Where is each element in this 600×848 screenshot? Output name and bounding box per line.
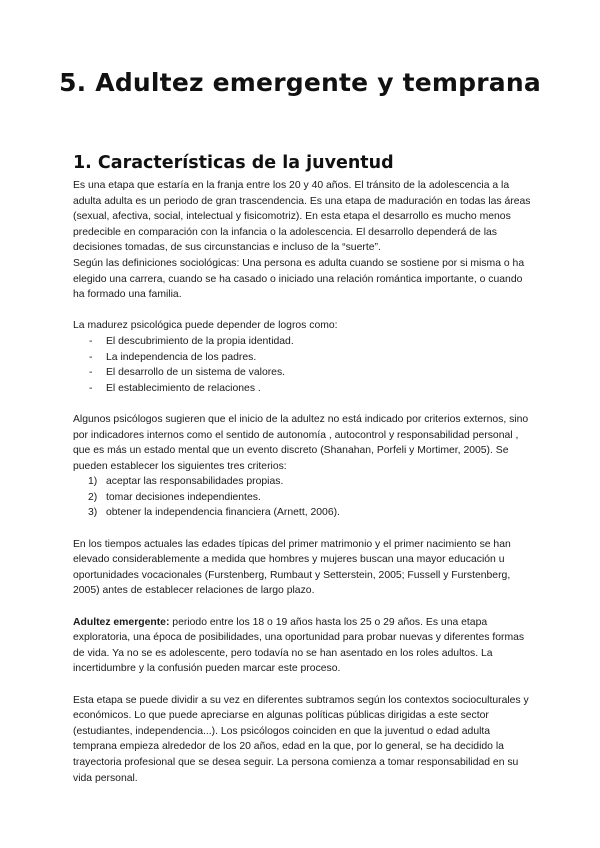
- criteria-list: [73, 474, 533, 521]
- intro-text: Es una etapa que estaría en la franja entre los 20 y 40 años. El tránsito de la adolescencia a la adulta adulta es un periodo de gran trascendencia. Es una etapa de maduración en todas las áreas (sexual, afectiva, social, intelectual y fisicomotriz). En esta etapa el desarrollo es mucho menos predecible en comparación con la infancia o la adolescencia. El desarrollo dependerá de las decisiones tomadas, de sus circunstancias e incluso de la “suerte”.: [73, 180, 531, 254]
- list-number: 1): [88, 476, 98, 488]
- spacer: [73, 599, 533, 615]
- emerging-adulthood-text: periodo entre los 18 o 19 años hasta los 25 o 29 años. Es una etapa exploratoria, una época de posibilidades, una oportunidad para probar nuevas y diferentes formas de vida. Ya no se es adolescente, pero todavía no se han asentado en los roles adultos. La incertidumbre y la confusión pueden marcar este proceso.: [73, 616, 525, 675]
- dash-bullet: -: [89, 335, 93, 347]
- list-item: [73, 474, 533, 490]
- list-item-text: La independencia de los padres.: [106, 351, 257, 363]
- list-item-text: tomar decisiones independientes.: [106, 491, 261, 503]
- emerging-adulthood-label: Adultez emergente:: [73, 616, 170, 628]
- dash-bullet: -: [89, 367, 93, 379]
- spacer: [73, 396, 533, 412]
- dash-bullet: -: [89, 351, 93, 363]
- subtypes-paragraph: Esta etapa se puede dividir a su vez en diferentes subtramos según los contextos socioculturales y económicos. Lo que puede apreciarse en algunas políticas públicas dirigidas a este sector (estudiantes, independencia...). Los psicólogos coinciden en que la juventud o edad adulta temprana empieza alrededor de los 20 años, edad en la que, por lo general, se ha decidido la trayectoria profesional que se desea seguir. La persona comienza a tomar responsabilidad en su vida personal.: [73, 694, 529, 784]
- psychologists-paragraph: Algunos psicólogos sugieren que el inicio de la adultez no está indicado por criterios externos, sino por indicadores internos como el sentido de autonomía , autocontrol y responsabilidad personal , que es más un estado mental que un evento discreto (Shanahan, Porfeli y Mortimer, 2005). Se pueden establecer los siguientes tres criterios:: [73, 413, 529, 472]
- dash-bullet: -: [89, 382, 93, 394]
- list-number: 3): [88, 507, 98, 519]
- list-item-text: aceptar las responsabilidades propias.: [106, 476, 284, 488]
- list-item: [73, 350, 533, 366]
- list-item: [73, 490, 533, 506]
- spacer: [73, 521, 533, 537]
- list-item-text: El desarrollo de un sistema de valores.: [106, 367, 286, 379]
- current-times-paragraph: En los tiempos actuales las edades típicas del primer matrimonio y el primer nacimiento se han elevado considerablemente a medida que hombres y mujeres buscan una mayor educación u oportunidades vocacionales (Furstenberg, Rumbaut y Setterstein, 2005; Fussell y Furstenberg, 2005) antes de establecer relaciones de largo plazo.: [73, 538, 511, 597]
- list-item: [73, 334, 533, 350]
- list-number: 2): [88, 491, 98, 503]
- section-heading: 1. Características de la juventud: [73, 153, 394, 173]
- spacer: [73, 677, 533, 693]
- list-item-text: El establecimiento de relaciones .: [106, 382, 261, 394]
- spacer: [73, 303, 533, 319]
- maturity-intro: La madurez psicológica puede depender de logros como:: [73, 320, 338, 332]
- list-item: [73, 365, 533, 381]
- list-item: [73, 505, 533, 521]
- list-item: [73, 381, 533, 397]
- intro-paragraph: [73, 178, 533, 303]
- emerging-adulthood-paragraph: [73, 615, 533, 677]
- list-item-text: El descubrimiento de la propia identidad.: [106, 335, 294, 347]
- maturity-list: [73, 334, 533, 396]
- page-title: 5. Adultez emergente y temprana: [59, 68, 541, 97]
- sociological-definition-text: Según las definiciones sociológicas: Una persona es adulta cuando se sostiene por si misma o ha elegido una carrera, cuando se ha casado o iniciado una relación romántica importante, o cuando ha formado una familia.: [73, 257, 525, 301]
- list-item-text: obtener la independencia financiera (Arnett, 2006).: [106, 507, 340, 519]
- section-body: [73, 178, 533, 786]
